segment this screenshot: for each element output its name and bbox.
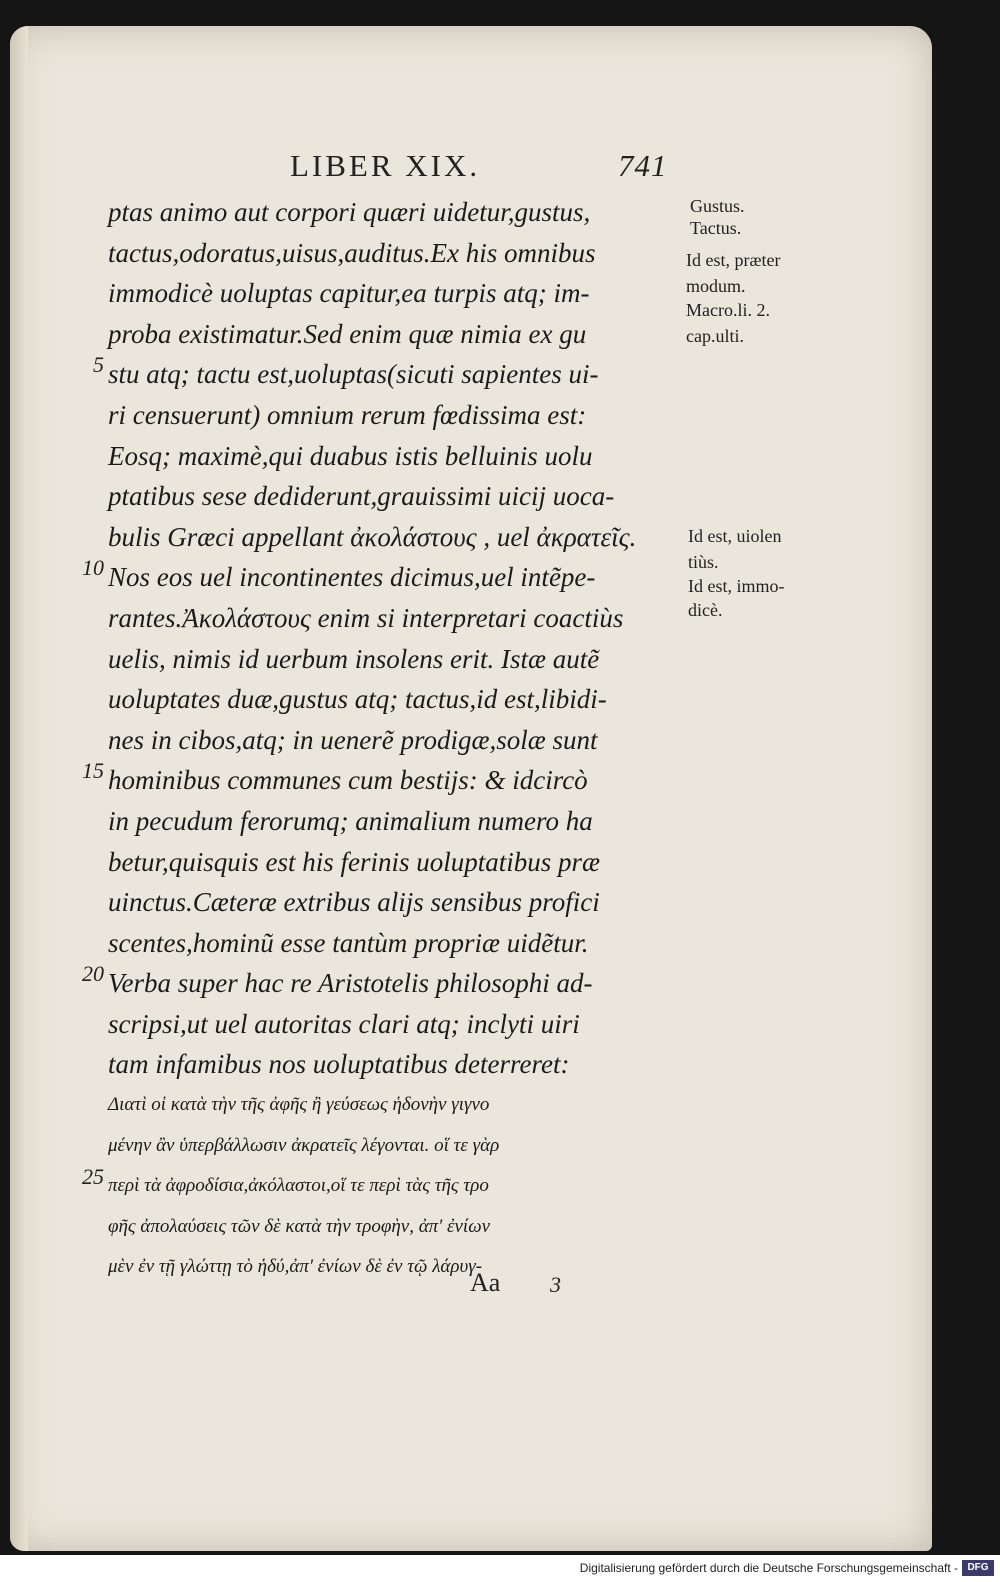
line-number: 25 xyxy=(82,1164,104,1189)
text-line: betur,quisquis est his ferinis uoluptatibus præ xyxy=(108,846,601,877)
margin-note: cap.ulti. xyxy=(686,326,744,346)
text-line: Nos eos uel incontinentes dicimus,uel intẽpe- xyxy=(108,562,596,593)
margin-note: Id est, uiolen xyxy=(688,526,782,546)
margin-note: Tactus. xyxy=(690,218,742,238)
signature-mark xyxy=(470,1268,610,1304)
text-line: in pecudum ferorumq; animalium numero ha xyxy=(108,805,593,836)
text-line: Eosq; maximè,qui duabus istis belluinis uolu xyxy=(108,440,593,471)
text-line: proba existimatur.Sed enim quæ nimia ex gu xyxy=(108,318,587,349)
signature-number: 3 xyxy=(550,1272,561,1297)
text-line: rantes.Ἀκολάστους enim si interpretari coactiùs xyxy=(108,602,624,633)
text-line: scentes,hominũ esse tantùm propriæ uidẽtur. xyxy=(108,927,589,958)
text-line: scripsi,ut uel autoritas clari atq; inclyti uiri xyxy=(108,1008,580,1039)
text-line: bulis Græci appellant ἀκολάστους , uel ἀκρατεῖς. xyxy=(108,521,637,552)
dfg-logo-icon: DFG xyxy=(962,1560,994,1576)
line-number: 15 xyxy=(82,758,104,783)
greek-text-line: φῆς ἀπολαύσεις τῶν δὲ κατὰ τὴν τροφὴν, ἀπ' ἐνίων xyxy=(108,1215,491,1237)
text-line: tactus,odoratus,uisus,auditus.Ex his omnibus xyxy=(108,237,596,268)
text-line: nes in cibos,atq; in uenerẽ prodigæ,solæ sunt xyxy=(108,724,598,755)
text-line: uoluptates duæ,gustus atq; tactus,id est,libidi- xyxy=(108,684,607,715)
margin-note: dicè. xyxy=(688,600,723,620)
line-number: 5 xyxy=(93,352,104,377)
margin-note: tiùs. xyxy=(688,552,719,572)
greek-text-line: μὲν ἐν τῇ γλώττῃ τὸ ἡδύ,ἀπ' ἐνίων δὲ ἐν τῷ λάρυγ- xyxy=(108,1256,483,1278)
text-line: uelis, nimis id uerbum insolens erit. Istæ autẽ xyxy=(108,643,600,674)
funding-credit: Digitalisierung gefördert durch die Deutsche Forschungsgemeinschaft - xyxy=(579,1561,958,1575)
text-line: ptatibus sese dediderunt,grauissimi uicij uoca- xyxy=(108,481,615,512)
folio-number: 741 xyxy=(618,148,668,183)
page-edge-shadow xyxy=(10,26,28,1551)
main-text-block xyxy=(108,192,688,1288)
text-line: Verba super hac re Aristotelis philosophi ad- xyxy=(108,968,593,999)
line-number: 10 xyxy=(82,555,104,580)
greek-text-line: Διατὶ οἱ κατὰ τὴν τῆς ἀφῆς ἢ γεύσεως ἡδονὴν γιγνο xyxy=(108,1094,490,1116)
line-number: 20 xyxy=(82,961,104,986)
text-line: immodicè uoluptas capitur,ea turpis atq; im- xyxy=(108,278,590,309)
text-line: ptas animo aut corpori quæri uidetur,gustus, xyxy=(108,197,591,227)
margin-note: Id est, immo- xyxy=(688,576,785,596)
text-line: tam infamibus nos uoluptatibus deterreret: xyxy=(108,1049,570,1080)
running-title: LIBER XIX. xyxy=(290,148,481,183)
greek-text-line: περὶ τὰ ἀφροδίσια,ἀκόλαστοι,οἵ τε περὶ τὰς τῆς τρο xyxy=(108,1175,489,1197)
footer-bar xyxy=(0,1555,1000,1582)
text-line: uinctus.Cæteræ extribus alijs sensibus profici xyxy=(108,887,600,918)
signature-letters: Aa xyxy=(470,1268,501,1297)
text-line: ri censuerunt) omnium rerum fœdissima est: xyxy=(108,399,587,430)
margin-note: Macro.li. 2. xyxy=(686,300,770,320)
margin-note: Gustus. xyxy=(690,196,745,216)
text-line: stu atq; tactu est,uoluptas(sicuti sapientes ui- xyxy=(108,359,599,390)
margin-note: Id est, præter xyxy=(686,250,781,270)
text-line: hominibus communes cum bestijs: & idcircò xyxy=(108,765,588,796)
margin-note: modum. xyxy=(686,276,746,296)
page-header xyxy=(290,148,690,188)
greek-text-line: μένην ἂν ὑπερβάλλωσιν ἀκρατεῖς λέγονται. οἵ τε γὰρ xyxy=(108,1134,500,1156)
